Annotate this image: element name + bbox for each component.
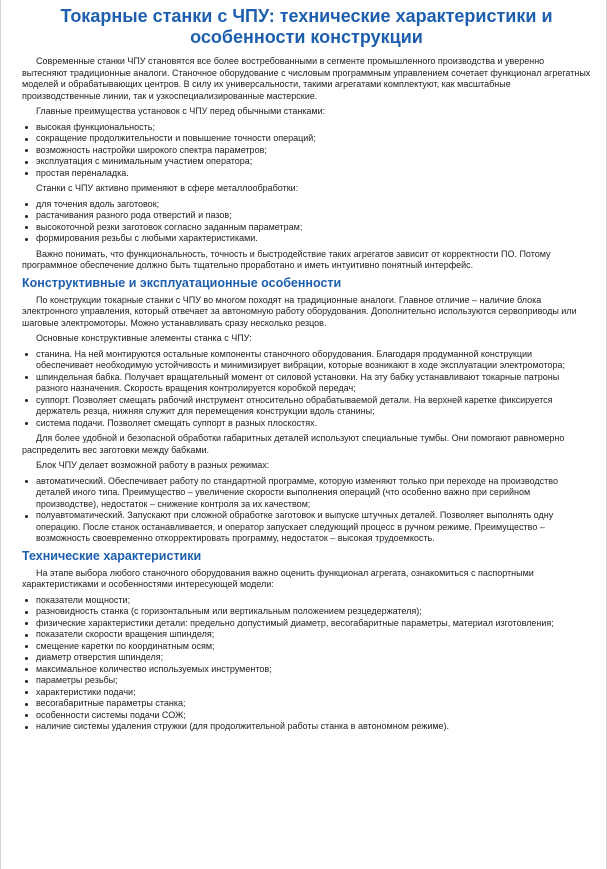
list-item: высокоточной резки заготовок согласно заданным параметрам; (36, 222, 591, 234)
advantages-list (22, 122, 591, 180)
list-item: формирования резьбы с любыми характеристиками. (36, 233, 591, 245)
list-item: полуавтоматический. Запускают при сложной обработке заготовок и выпуске штучных деталей. Позволяет выполнять одну операцию. После станок останавливается, и оператор запускает следующий процесс в ручном режиме. Преимущество – возможность своевременно откорректировать программу, недостаток – высокая трудоемкость. (36, 510, 591, 545)
elements-lead: Основные конструктивные элементы станка с ЧПУ: (36, 333, 252, 343)
list-item: диаметр отверстия шпинделя; (36, 652, 591, 664)
list-item: станина. На ней монтируются остальные компоненты станочного оборудования. Благодаря продуманной конструкции обеспечивает необходимую устойчивость и минимизирует вибрации, которые возникают в ходе эксплуатации электромотора; (36, 349, 591, 372)
software-paragraph: Важно понимать, что функциональность, точность и быстродействие таких агрегатов зависит от корректности ПО. Потому программное обеспечение должно быть тщательно проработано и иметь интуитивно понятный интерфейс. (22, 248, 551, 270)
list-item: автоматический. Обеспечивает работу по стандартной программе, которую изменяют только при переходе на производство деталей иного типа. Преимущество – увеличение скорости выполнения операций (что особенно важно при серийном производстве), недостаток – снижение контроля за их качеством; (36, 476, 591, 511)
modes-lead: Блок ЧПУ делает возможной работу в разных режимах: (36, 460, 270, 470)
list-item: возможность настройки широкого спектра параметров; (36, 145, 591, 157)
stands-paragraph: Для более удобной и безопасной обработки габаритных деталей используют специальные тумбы. Они помогают равномерно распределить вес заготовки между бабками. (22, 433, 565, 455)
modes-list (22, 476, 591, 545)
list-item: смещение каретки по координатным осям; (36, 641, 591, 653)
list-item: шпиндельная бабка. Получает вращательный момент от силовой установки. На эту бабку устанавливают токарные патроны разного назначения. Скорость вращения контролируется коробкой передач; (36, 372, 591, 395)
specs-list (22, 595, 591, 733)
list-item: показатели мощности; (36, 595, 591, 607)
applications-list (22, 199, 591, 245)
list-item: растачивания разного рода отверстий и пазов; (36, 210, 591, 222)
elements-list (22, 349, 591, 430)
list-item: параметры резьбы; (36, 675, 591, 687)
list-item: физические характеристики детали: предельно допустимый диаметр, весогабаритные параметры, материал изготовления; (36, 618, 591, 630)
list-item: максимальное количество используемых инструментов; (36, 664, 591, 676)
list-item: эксплуатация с минимальным участием оператора; (36, 156, 591, 168)
list-item: сокращение продолжительности и повышение точности операций; (36, 133, 591, 145)
specs-paragraph: На этапе выбора любого станочного оборудования важно оценить функционал агрегата, ознакомиться с паспортными характеристиками и особенностями интересующей модели: (22, 567, 534, 589)
list-item: суппорт. Позволяет смещать рабочий инструмент относительно обрабатываемой детали. На верхней каретке фиксируется держатель резца, нижняя служит для перемещения конструкции вдоль станины; (36, 395, 591, 418)
advantages-lead: Главные преимущества установок с ЧПУ перед обычными станками: (36, 106, 326, 116)
design-paragraph: По конструкции токарные станки с ЧПУ во многом походят на традиционные аналоги. Главное отличие – наличие блока электронного управления, который отвечает за автономную работу оборудования. Дополнительно используются сервоприводы или шаговые электромоторы. Можно устанавливать сразу несколько резцов. (22, 294, 577, 328)
list-item: характеристики подачи; (36, 687, 591, 699)
list-item: для точения вдоль заготовок; (36, 199, 591, 211)
list-item: показатели скорости вращения шпинделя; (36, 629, 591, 641)
list-item: наличие системы удаления стружки (для продолжительной работы станка в автономном режиме). (36, 721, 591, 733)
article-title: Токарные станки с ЧПУ: технические характеристики и особенности конструкции (60, 6, 553, 47)
applications-lead: Станки с ЧПУ активно применяют в сфере металлообработки: (36, 183, 299, 193)
list-item: система подачи. Позволяет смещать суппорт в разных плоскостях. (36, 418, 591, 430)
list-item: весогабаритные параметры станка; (36, 698, 591, 710)
list-item: высокая функциональность; (36, 122, 591, 134)
list-item: простая переналадка. (36, 168, 591, 180)
list-item: особенности системы подачи СОЖ; (36, 710, 591, 722)
design-heading: Конструктивные и эксплуатационные особенности (22, 275, 342, 290)
specs-heading: Технические характеристики (22, 548, 202, 563)
list-item: разновидность станка (с горизонтальным или вертикальным положением резцедержателя); (36, 606, 591, 618)
intro-paragraph: Современные станки ЧПУ становятся все более востребованными в сегменте промышленного производства и уверенно вытесняют традиционные аналоги. Станочное оборудование с числовым программным управлением сочетает функционал агрегатных моделей и обрабатывающих центров. В силу их универсальности, такими агрегатами комплектуют, как масштабные производственные линии, так и узкоспециализированные мастерские. (22, 56, 591, 101)
